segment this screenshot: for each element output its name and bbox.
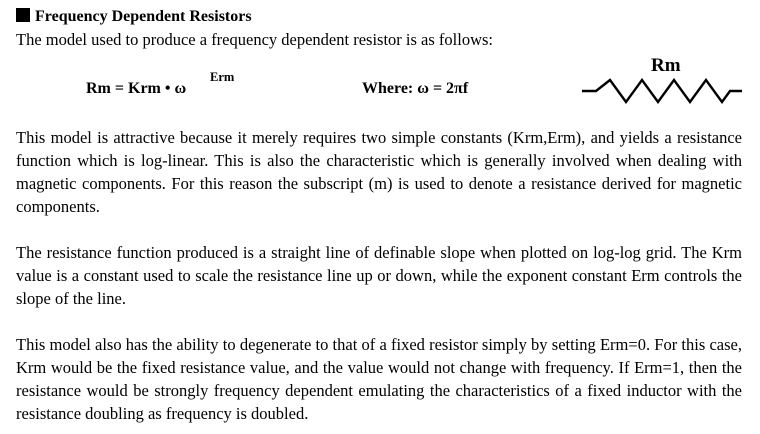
paragraph-degenerate: This model also has the ability to degenerate to that of a fixed resistor simply by setting Erm=0. For this case, Krm would be the fixed resistance value, and the value would not change with frequency. If Erm=1, then the resistance would be strongly frequency dependent emulating the characteristics of a fixed inductor with the resistance doubling as frequency is doubled.: [16, 335, 742, 423]
section-heading: [16, 7, 252, 27]
square-bullet-icon: [16, 8, 30, 22]
resistor-label: Rm: [651, 55, 681, 76]
section-heading-text: Frequency Dependent Resistors: [35, 8, 252, 25]
intro-text: The model used to produce a frequency dependent resistor is as follows:: [16, 30, 493, 49]
model-formula: [86, 70, 235, 99]
omega-definition: Where: ω = 2πf: [362, 80, 469, 97]
resistor-zigzag-icon: [582, 78, 742, 104]
formula-main: Rm = Krm • ω: [86, 80, 187, 97]
paragraph-resistance-function: The resistance function produced is a straight line of definable slope when plotted on log-log grid. The Krm value is a constant used to scale the resistance line up or down, while the exponent constant Erm controls the slope of the line.: [16, 243, 742, 308]
formula-exponent: Erm: [210, 70, 235, 84]
paragraph-model-attractive: This model is attractive because it merely requires two simple constants (Krm,Erm), and yields a resistance function which is log-linear. This is also the characteristic which is generally involved when dealing with magnetic components. For this reason the subscript (m) is used to denote a resistance derived for magnetic components.: [16, 128, 742, 216]
